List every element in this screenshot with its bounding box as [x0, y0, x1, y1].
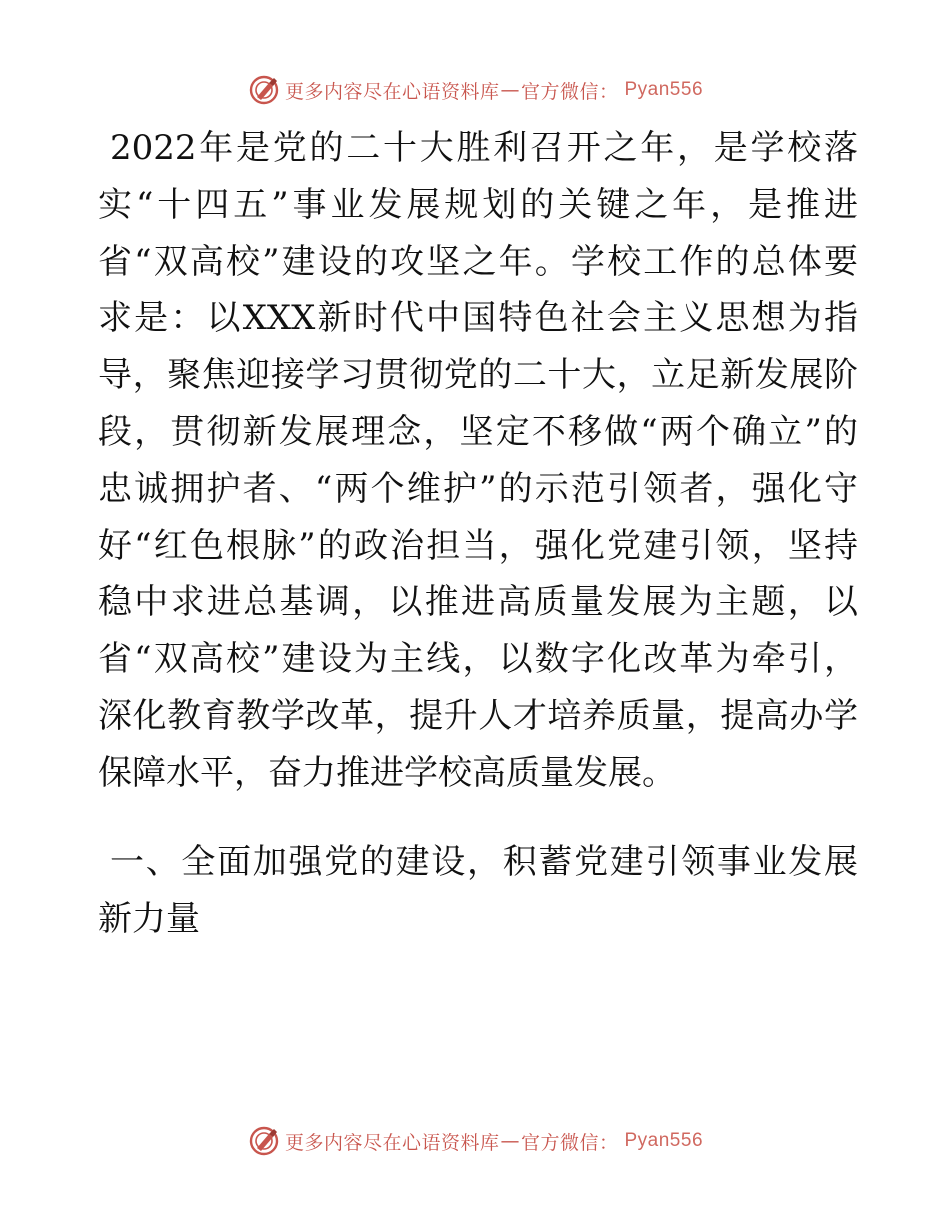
paragraph-line: 省“双高校”建设的攻坚之年。学校工作的总体要: [98, 241, 858, 282]
watermark-text: 更多内容尽在心语资料库: [284, 80, 500, 103]
watermark-id: Pyan556: [624, 79, 704, 100]
paragraph-line: 2022年是党的二十大胜利召开之年，是学校落: [110, 128, 858, 168]
watermark-label: 官方微信：: [520, 80, 619, 103]
pen-nib-logo-icon: [247, 73, 281, 107]
paragraph-line: 保障水平，奋力推进学校高质量发展。: [98, 752, 676, 793]
paragraph-line: 稳中求进总基调，以推进高质量发展为主题，以: [98, 582, 858, 623]
watermark-text: 更多内容尽在心语资料库: [284, 1131, 500, 1154]
header-watermark: [0, 70, 950, 110]
section-heading: [98, 834, 858, 948]
paragraph-line: 省“双高校”建设为主线，以数字化改革为牵引，: [98, 639, 858, 680]
watermark-id: Pyan556: [624, 1130, 704, 1151]
paragraph-line: 忠诚拥护者、“两个维护”的示范引领者，强化守: [98, 468, 858, 509]
heading-line: 新力量: [98, 898, 200, 939]
heading-line: 一、全面加强党的建设，积蓄党建引领事业发展: [110, 842, 858, 882]
paragraph-line: 导，聚焦迎接学习贯彻党的二十大，立足新发展阶: [98, 355, 858, 396]
paragraph-line: 段，贯彻新发展理念，坚定不移做“两个确立”的: [98, 411, 858, 452]
pen-nib-logo-icon: [247, 1124, 281, 1158]
watermark-dash: —: [500, 1130, 520, 1152]
paragraph-line: 实“十四五”事业发展规划的关键之年，是推进: [98, 184, 858, 225]
watermark-dash: —: [500, 79, 520, 101]
paragraph-line: 深化教育教学改革，提升人才培养质量，提高办学: [98, 695, 858, 736]
paragraph-line: 好“红色根脉”的政治担当，强化党建引领，坚持: [98, 525, 858, 566]
paragraph-line: 求是：以XXX新时代中国特色社会主义思想为指: [98, 298, 858, 339]
footer-watermark: [0, 1121, 950, 1161]
body-paragraph: [98, 120, 858, 802]
watermark-label: 官方微信：: [520, 1131, 619, 1154]
